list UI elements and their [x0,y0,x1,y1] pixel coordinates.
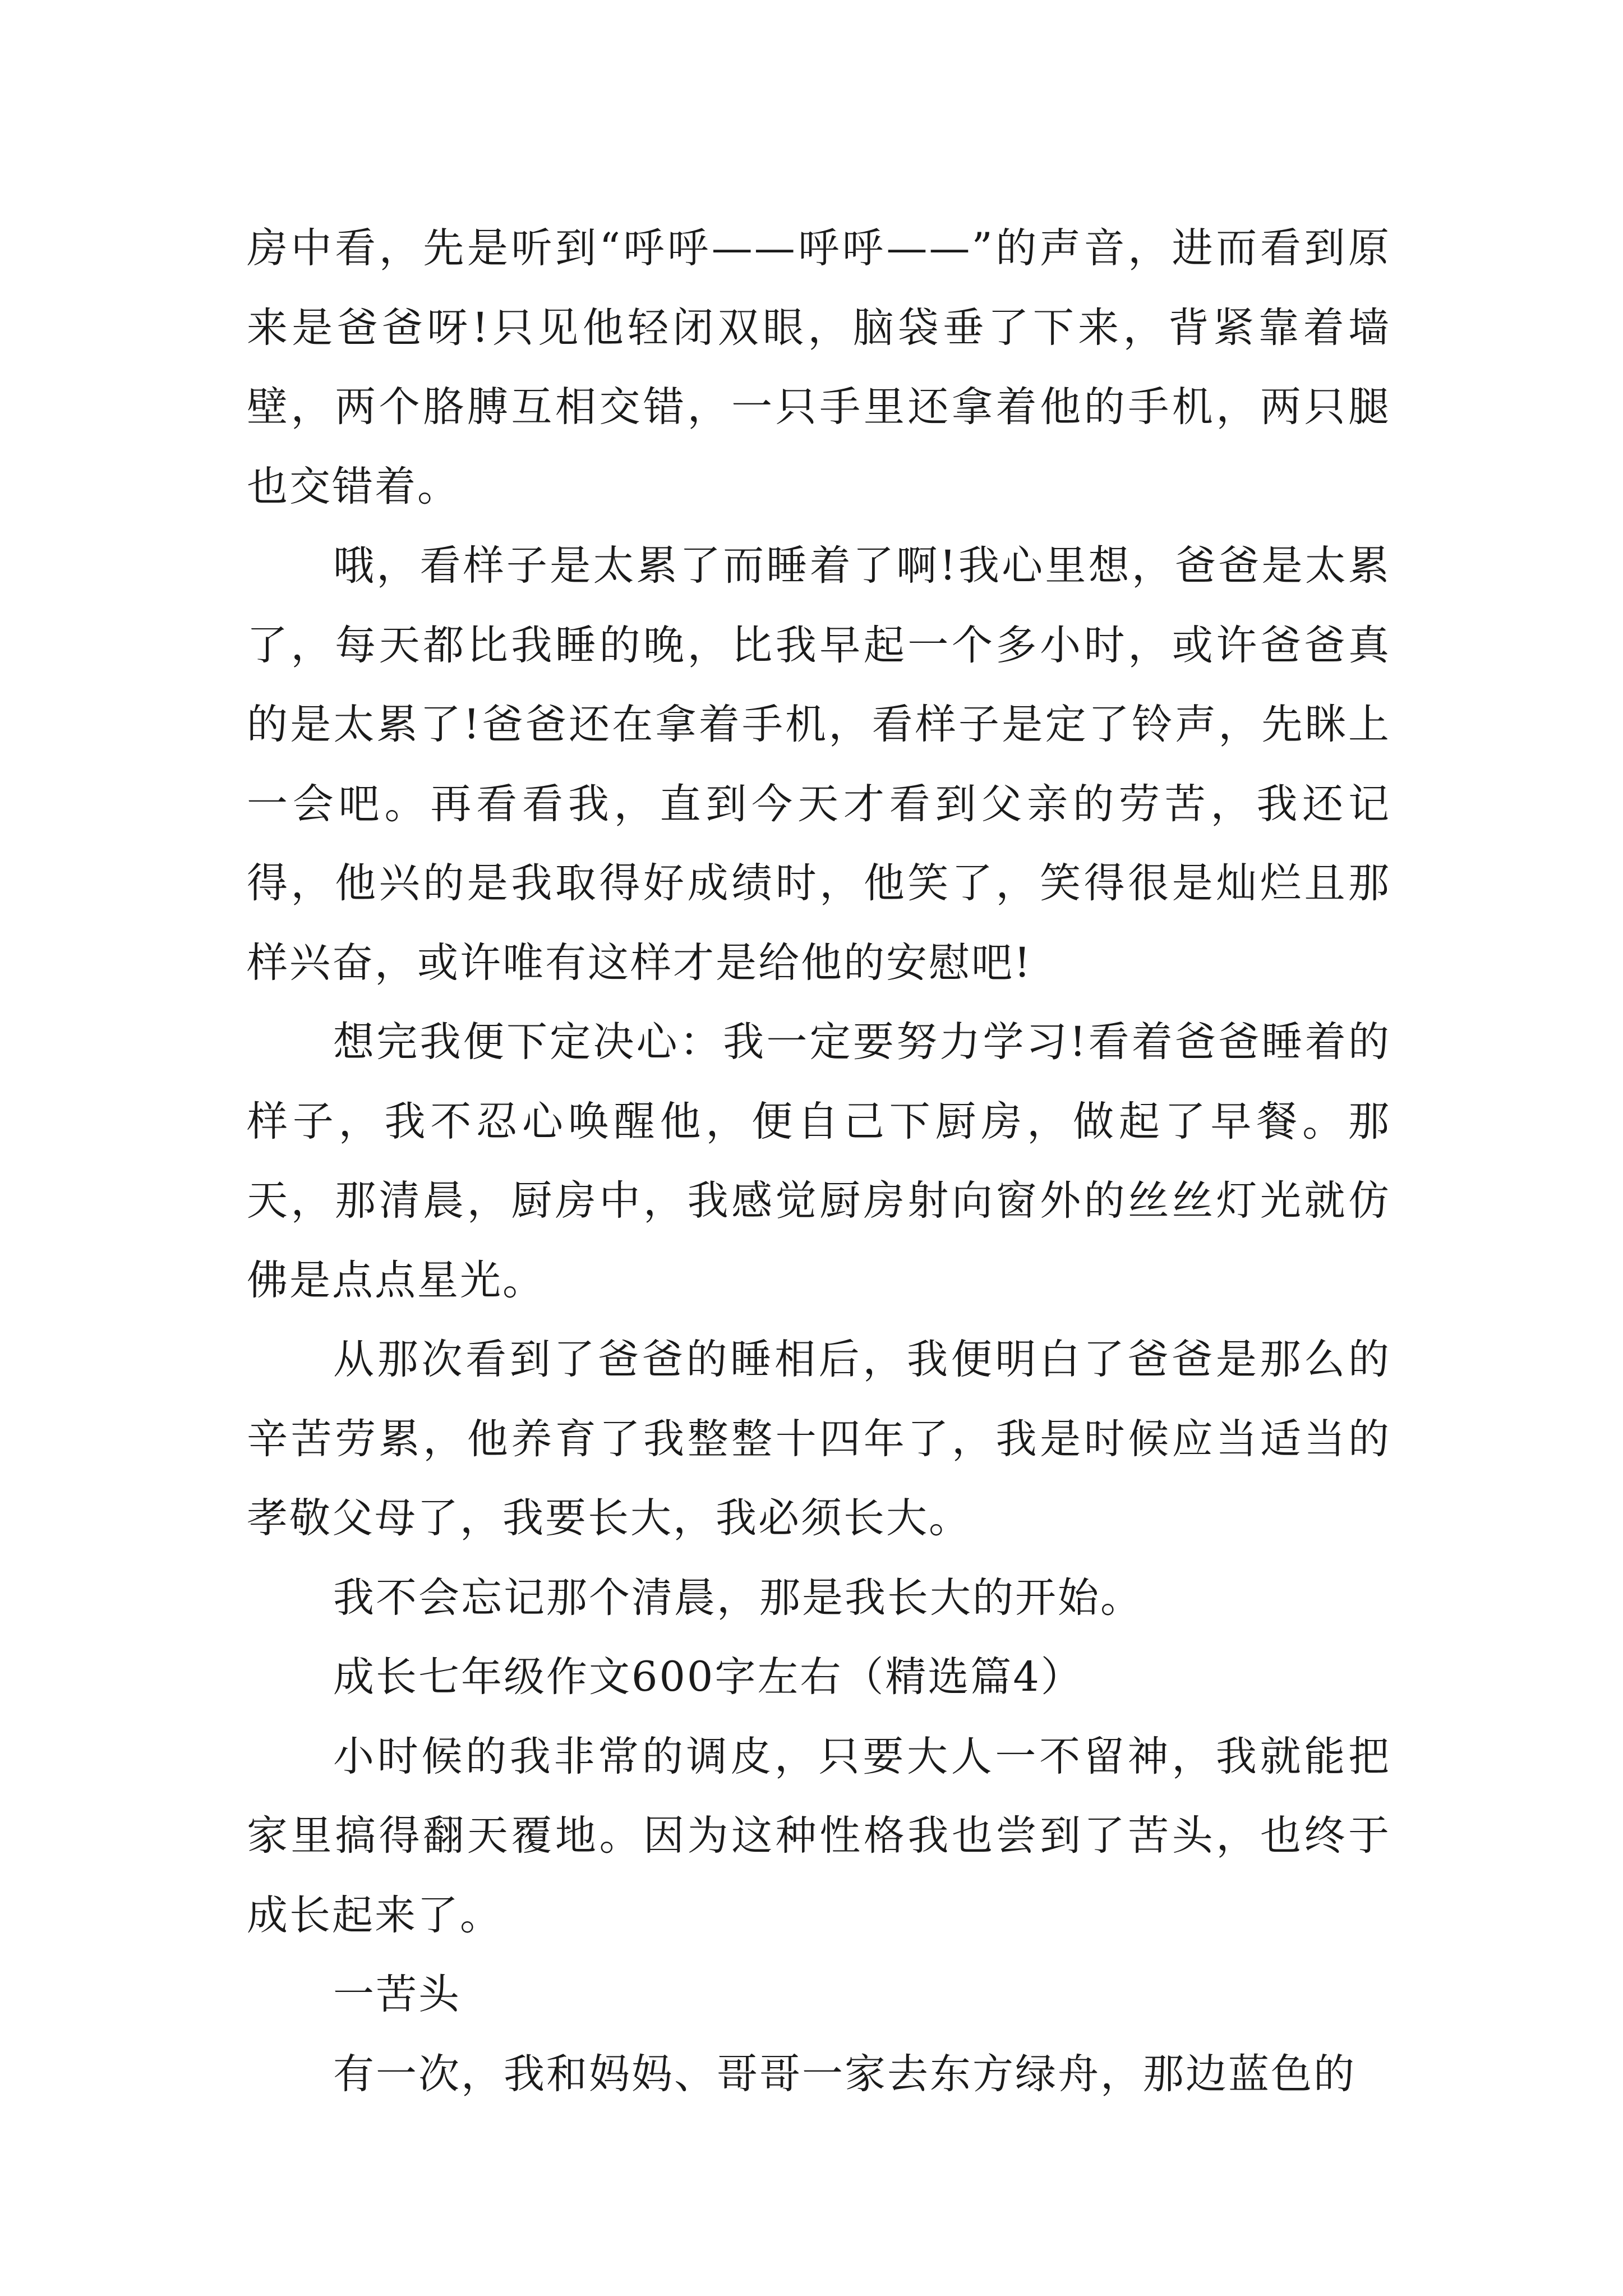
paragraph: 小时候的我非常的调皮，只要大人一不留神，我就能把家里搞得翻天覆地。因为这种性格我也尝到了苦头，也终于成长起来了。 [247,1732,1391,1939]
paragraph: 我不会忘记那个清晨，那是我长大的开始。 [333,1573,1143,1622]
paragraph: 从那次看到了爸爸的睡相后，我便明白了爸爸是那么的辛苦劳累，他养育了我整整十四年了，我是时候应当适当的孝敬父母了，我要长大，我必须长大。 [247,1336,1391,1542]
document-body [247,209,1391,2114]
paragraph: 哦，看样子是太累了而睡着了啊!我心里想，爸爸是太累了，每天都比我睡的晚，比我早起一个多小时，或许爸爸真的是太累了!爸爸还在拿着手机，看样子是定了铃声，先眯上一会吧。再看看我，直到今天才看到父亲的劳苦，我还记得，他兴的是我取得好成绩时，他笑了，笑得很是灿烂且那样兴奋，或许唯有这样才是给他的安慰吧! [247,542,1391,987]
paragraph: 有一次，我和妈妈、哥哥一家去东方绿舟，那边蓝色的 [333,2050,1356,2098]
section-heading: 成长七年级作文600字左右（精选篇4） [333,1653,1083,1701]
paragraph: 房中看，先是听到“呼呼——呼呼——”的声音，进而看到原来是爸爸呀!只见他轻闭双眼，脑袋垂了下来，背紧靠着墙壁，两个胳膊互相交错，一只手里还拿着他的手机，两只腿也交错着。 [247,224,1391,510]
sub-heading: 一苦头 [333,1971,461,2018]
paragraph: 想完我便下定决心：我一定要努力学习!看着爸爸睡着的样子，我不忍心唤醒他，便自己下厨房，做起了早餐。那天，那清晨，厨房中，我感觉厨房射向窗外的丝丝灯光就仿佛是点点星光。 [247,1018,1391,1304]
